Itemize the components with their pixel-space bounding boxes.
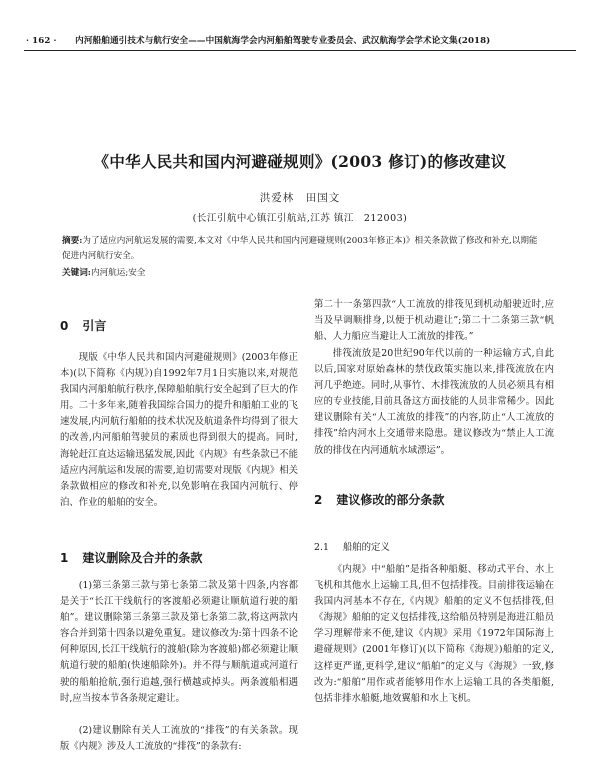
section-heading-1	[60, 549, 298, 566]
abstract-text: 为了适应内河航运发展的需要,本文对《中华人民共和国内河避碰规则(2003年修正本)》相关条款做了修改和补充,以期能促进内河航行安全。	[62, 236, 538, 261]
paper-title: 《中华人民共和国内河避碰规则》(2003 修订)的修改建议	[93, 152, 507, 171]
section-number: 0	[60, 319, 69, 333]
affiliation: (长江引航中心镇江引航站,江苏 镇江 212003)	[192, 213, 408, 224]
section-title: 引言	[82, 319, 107, 333]
right-continuation-paragraph: 第二十一条第四款“人工流放的排筏见到机动船驶近时,应当及早调顺排身,以便于机动避让”;第二十二条第三款“帆船、人力船应当避让人工流放的排筏。”	[314, 299, 554, 343]
subsection-number: 2.1	[314, 542, 329, 553]
header-rule	[24, 50, 576, 51]
abstract	[62, 234, 546, 264]
section-number: 2	[314, 493, 323, 507]
keywords-text: 内河航运;安全	[90, 268, 146, 278]
section-heading-intro	[60, 317, 298, 334]
running-header	[26, 34, 574, 46]
abstract-label: 摘要:	[62, 236, 83, 246]
keywords-label: 关键词:	[62, 268, 91, 278]
keywords	[62, 266, 546, 278]
right-paragraph-2: 排筏流放是20世纪90年代以前的一种运输方式,自此以后,国家对原始森林的禁伐政策实施以来,排筏流放在内河几乎绝迹。同时,从事竹、木排筏流放的人员必须具有相应的专业技能,目前具备这方面技能的人员非常稀少。因此建议删除有关“人工流放的排筏”的内容,防止“人工流放的排筏”给内河水上交通带来隐患。建议修改为“禁止人工流放的排伐在内河通航水域漂运”。	[314, 348, 554, 456]
section-title: 建议修改的部分条款	[336, 493, 445, 507]
section-title: 建议删除及合并的条款	[82, 551, 203, 565]
subsection-title: 船舶的定义	[342, 542, 390, 553]
section2-paragraph-1: 《内规》中“船舶”是指各种船艇、移动式平台、水上飞机和其他水上运输工具,但不包括排筏。目前排筏运输在我国内河基本不存在,《内规》船舶的定义不包括排筏,但《海规》船舶的定义包括排筏,这给船员特别是海进江船员学习理解带来不便,建议《内规》采用《1972年国际海上避碰规则》(2001年修订)(以下简称《海规》)船舶的定义,这样更严谨,更科学,建议“船舶”的定义与《海规》一致,修改为:“船舶”用作或者能够用作水上运输工具的各类船艇,包括非排水船艇,地效翼船和水上飞机。	[314, 564, 554, 704]
section1-paragraph-2: (2)建议删除有关人工流放的“排筏”的有关条款。现版《内规》涉及人工流放的“排筏”的条款有:	[60, 725, 298, 753]
section1-paragraph-1: (1)第三条第三款与第七条第二款及第十四条,内容都是关于“长江干线航行的客渡船必须避让顺航道行驶的船舶”。建议删除第三条第三款及第七条第二款,将这两款内容合并到第十四条以避免重复。建议修改为:第十四条不论何种原因,长江干线航行的渡船(除为客渡船)都必须避让顺航道行驶的船舶(快速船除外)。并不得与顺航道或河道行驶的船舶抢航,强行追越,强行横越或掉头。两条渡船相遇时,应当按本节各条规定避让。	[60, 580, 298, 704]
authors: 洪爱林 田国文	[259, 192, 341, 204]
section-number: 1	[60, 551, 69, 565]
running-title: 内河船舶通引技术与航行安全——中国航海学会内河船舶驾驶专业委员会、武汉航海学会学术论文集(2018)	[75, 36, 491, 46]
intro-paragraph: 现版《中华人民共和国内河避碰规则》(2003年修正本)(以下简称《内规》)自1992年7月1日实施以来,对规范我国内河船舶航行秩序,保障船舶航行安全起到了巨大的作用。二十多年来,随着我国综合国力的提升和船舶工业的飞速发展,内河航行船舶的技术状况及航道条件均得到了很大的改善,内河船舶驾驶员的素质也得到很大的提高。同时,海轮赶江直达运输迅猛发展,因此《内规》有些条款已不能适应内河航运和发展的需要,迫切需要对现版《内规》相关条款做相应的修改和补充,以免影响在我国内河航行、停泊、作业的船舶的安全。	[60, 352, 298, 508]
page-number: · 162 ·	[26, 36, 57, 46]
subsection-heading-2-1	[314, 539, 554, 553]
section-heading-2	[314, 491, 554, 508]
